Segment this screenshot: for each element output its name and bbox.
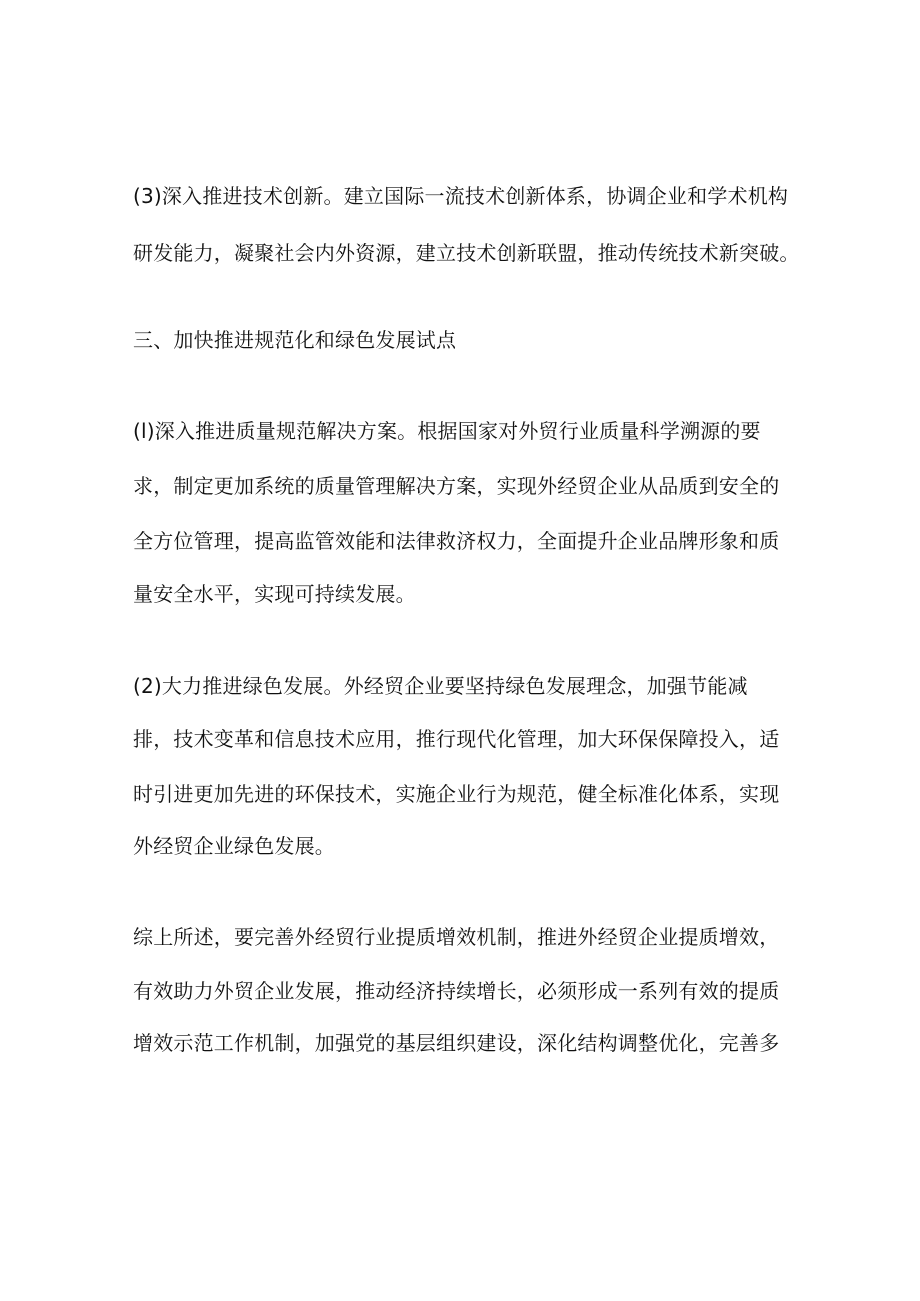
paragraph-3-line-1: (3)深入推进技术创新。建立国际一流技术创新体系，协调企业和学术机构	[133, 184, 789, 208]
summary-line-2: 有效助力外贸企业发展，推动经济持续增长，必须形成一系列有效的提质	[133, 979, 780, 1003]
paragraph-3-line-2: 研发能力，凝聚社会内外资源，建立技术创新联盟，推动传统技术新突破。	[133, 241, 800, 265]
summary-line-1: 综上所述，要完善外经贸行业提质增效机制，推进外经贸企业提质增效，	[133, 925, 780, 949]
section-heading: 三、加快推进规范化和绿色发展试点	[133, 328, 457, 352]
paragraph-2-line-4: 外经贸企业绿色发展。	[133, 834, 335, 858]
paragraph-2-line-3: 时引进更加先进的环保技术，实施企业行为规范，健全标准化体系，实现	[133, 782, 780, 806]
paragraph-2-line-1: (2)大力推进绿色发展。外经贸企业要坚持绿色发展理念，加强节能减	[133, 674, 748, 698]
paragraph-1-line-3: 全方位管理，提高监管效能和法律救济权力，全面提升企业品牌形象和质	[133, 529, 780, 553]
paragraph-1-line-4: 量安全水平，实现可持续发展。	[133, 582, 416, 606]
summary-line-3: 增效示范工作机制，加强党的基层组织建设，深化结构调整优化，完善多	[133, 1031, 780, 1055]
paragraph-1-line-1: (l)深入推进质量规范解决方案。根据国家对外贸行业质量科学溯源的要	[133, 419, 761, 443]
paragraph-2-line-2: 排，技术变革和信息技术应用，推行现代化管理，加大环保保障投入，适	[133, 727, 780, 751]
paragraph-1-line-2: 求，制定更加系统的质量管理解决方案，实现外经贸企业从品质到安全的	[133, 474, 780, 498]
